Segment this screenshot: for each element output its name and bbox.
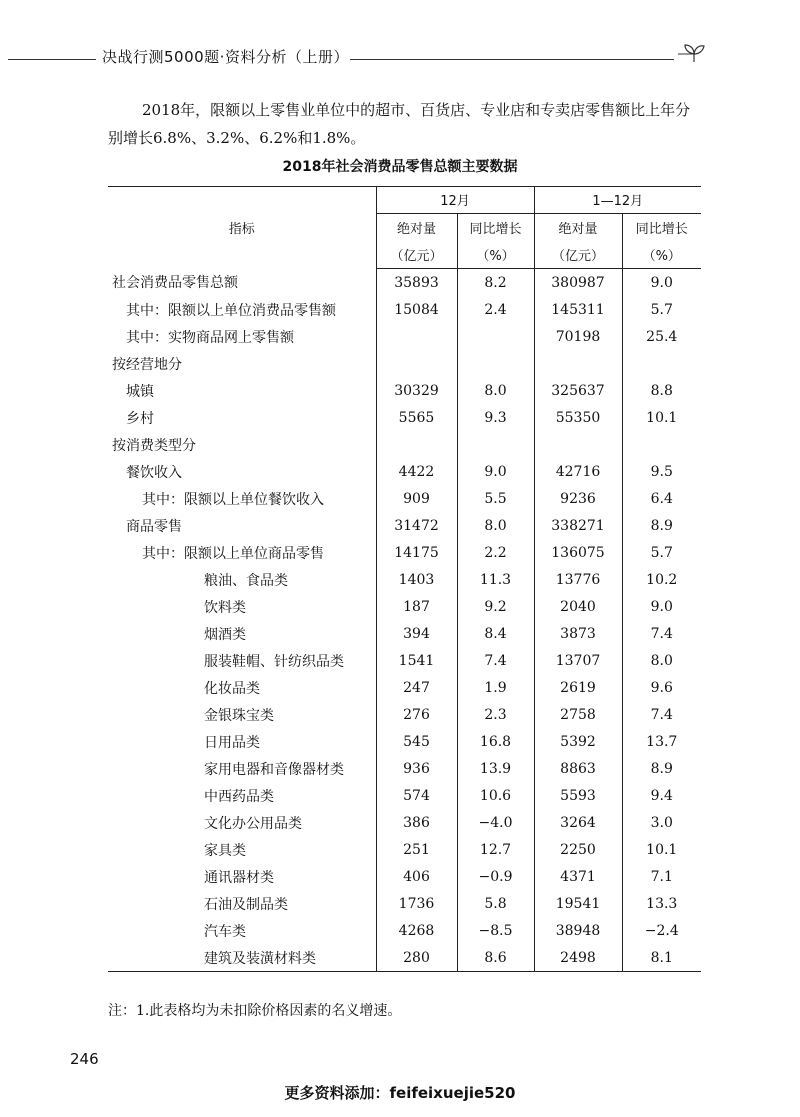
row-dec-abs: 4268: [376, 917, 457, 944]
row-dec-growth: 8.4: [457, 620, 534, 647]
row-yr-abs: 2250: [534, 836, 622, 863]
row-yr-abs: 19541: [534, 890, 622, 917]
row-dec-abs: 15084: [376, 296, 457, 323]
row-yr-growth: 8.0: [622, 647, 701, 674]
row-yr-abs: 2758: [534, 701, 622, 728]
row-indicator: 其中：限额以上单位餐饮收入: [142, 491, 324, 508]
row-yr-growth: 9.6: [622, 674, 701, 701]
table-row: [108, 809, 701, 836]
running-header: [0, 44, 800, 72]
row-dec-abs: 394: [376, 620, 457, 647]
row-yr-abs: 70198: [534, 323, 622, 350]
table-row: [108, 728, 701, 755]
row-indicator: 通讯器材类: [204, 869, 274, 886]
row-dec-abs: 545: [376, 728, 457, 755]
table-row: [108, 296, 701, 323]
row-indicator: 餐饮收入: [126, 464, 182, 481]
row-dec-abs: 386: [376, 809, 457, 836]
header-yr-abs-unit: （亿元）: [534, 241, 622, 269]
row-indicator: 日用品类: [204, 734, 260, 751]
row-dec-abs: 14175: [376, 539, 457, 566]
row-indicator: 按经营地分: [112, 356, 182, 373]
row-yr-abs: 38948: [534, 917, 622, 944]
row-yr-growth: 8.8: [622, 377, 701, 404]
header-period-year: 1—12月: [534, 186, 701, 214]
header-spacer: [108, 186, 376, 214]
table-row: [108, 566, 701, 593]
header-dec-growth-unit: （%）: [457, 241, 534, 269]
table-row: [108, 944, 701, 972]
row-dec-growth: 16.8: [457, 728, 534, 755]
retail-sales-table: [108, 186, 701, 972]
table-row: [108, 377, 701, 404]
row-dec-growth: −4.0: [457, 809, 534, 836]
row-dec-abs: 1541: [376, 647, 457, 674]
row-indicator: 石油及制品类: [204, 896, 288, 913]
row-dec-abs: 280: [376, 944, 457, 972]
table-body: [108, 269, 701, 972]
header-dec-abs: 绝对量: [376, 214, 457, 242]
header-indicator-label: 指标: [228, 221, 255, 237]
row-indicator: 乡村: [126, 410, 154, 427]
row-yr-growth: 8.9: [622, 755, 701, 782]
row-indicator: 其中：限额以上单位消费品零售额: [126, 302, 336, 319]
row-yr-growth: 13.7: [622, 728, 701, 755]
table-row: [108, 593, 701, 620]
row-dec-growth: [457, 323, 534, 350]
row-yr-abs: 2619: [534, 674, 622, 701]
header-indicator: [108, 214, 376, 269]
row-indicator: 城镇: [126, 383, 154, 400]
row-yr-abs: 5593: [534, 782, 622, 809]
header-yr-abs: 绝对量: [534, 214, 622, 242]
row-dec-abs: 31472: [376, 512, 457, 539]
row-dec-abs: 909: [376, 485, 457, 512]
row-dec-growth: −8.5: [457, 917, 534, 944]
row-yr-growth: 5.7: [622, 539, 701, 566]
row-dec-abs: 4422: [376, 458, 457, 485]
row-indicator: 社会消费品零售总额: [112, 275, 238, 292]
row-dec-abs: 30329: [376, 377, 457, 404]
row-indicator: 按消费类型分: [112, 437, 196, 454]
row-dec-growth: 1.9: [457, 674, 534, 701]
row-dec-abs: 276: [376, 701, 457, 728]
row-indicator: 烟酒类: [204, 626, 246, 643]
row-yr-growth: 9.0: [622, 269, 701, 297]
row-yr-growth: 6.4: [622, 485, 701, 512]
row-dec-growth: 2.3: [457, 701, 534, 728]
row-dec-abs: 5565: [376, 404, 457, 431]
row-yr-abs: 325637: [534, 377, 622, 404]
row-yr-growth: 7.4: [622, 701, 701, 728]
row-dec-abs: 1736: [376, 890, 457, 917]
row-dec-growth: 12.7: [457, 836, 534, 863]
row-indicator: 饮料类: [204, 599, 246, 616]
row-yr-abs: [534, 431, 622, 458]
table-row: [108, 755, 701, 782]
row-yr-growth: [622, 350, 701, 377]
table-row: [108, 674, 701, 701]
row-indicator: 中西药品类: [204, 788, 274, 805]
row-dec-growth: 5.8: [457, 890, 534, 917]
row-yr-growth: 7.1: [622, 863, 701, 890]
table-row: [108, 404, 701, 431]
table-row: [108, 323, 701, 350]
table-row: [108, 431, 701, 458]
row-dec-growth: 2.2: [457, 539, 534, 566]
row-dec-abs: 187: [376, 593, 457, 620]
row-yr-growth: 10.1: [622, 404, 701, 431]
row-yr-abs: 2498: [534, 944, 622, 972]
row-yr-growth: 7.4: [622, 620, 701, 647]
table-row: [108, 863, 701, 890]
header-period-dec: 12月: [376, 186, 534, 214]
row-dec-abs: 251: [376, 836, 457, 863]
row-yr-growth: 10.2: [622, 566, 701, 593]
row-yr-abs: 5392: [534, 728, 622, 755]
row-dec-abs: [376, 350, 457, 377]
row-dec-growth: 9.2: [457, 593, 534, 620]
row-indicator: 商品零售: [126, 518, 182, 535]
row-indicator: 金银珠宝类: [204, 707, 274, 724]
table-row: [108, 269, 701, 297]
row-yr-growth: 9.5: [622, 458, 701, 485]
row-dec-abs: 574: [376, 782, 457, 809]
header-dec-abs-unit: （亿元）: [376, 241, 457, 269]
row-dec-growth: 8.2: [457, 269, 534, 297]
row-dec-growth: 8.0: [457, 512, 534, 539]
row-dec-growth: 7.4: [457, 647, 534, 674]
row-yr-abs: 13707: [534, 647, 622, 674]
header-rule-right: [350, 59, 674, 60]
row-yr-growth: 25.4: [622, 323, 701, 350]
header-yr-growth: 同比增长: [622, 214, 701, 242]
sprout-icon: [676, 42, 706, 68]
table-row: [108, 647, 701, 674]
row-yr-abs: 13776: [534, 566, 622, 593]
row-yr-growth: 8.9: [622, 512, 701, 539]
row-dec-abs: 247: [376, 674, 457, 701]
row-yr-abs: 55350: [534, 404, 622, 431]
row-yr-abs: 136075: [534, 539, 622, 566]
table-row: [108, 485, 701, 512]
row-yr-abs: 42716: [534, 458, 622, 485]
table-row: [108, 620, 701, 647]
row-yr-growth: 13.3: [622, 890, 701, 917]
row-yr-growth: 5.7: [622, 296, 701, 323]
row-dec-growth: 9.3: [457, 404, 534, 431]
table-row: [108, 458, 701, 485]
row-indicator: 化妆品类: [204, 680, 260, 697]
header-yr-growth-unit: （%）: [622, 241, 701, 269]
row-yr-abs: 338271: [534, 512, 622, 539]
table-note: 注：1.此表格均为未扣除价格因素的名义增速。: [108, 1003, 402, 1019]
row-yr-growth: 9.0: [622, 593, 701, 620]
row-dec-abs: [376, 431, 457, 458]
row-dec-growth: 9.0: [457, 458, 534, 485]
table-row: [108, 539, 701, 566]
row-dec-growth: [457, 431, 534, 458]
row-dec-growth: 5.5: [457, 485, 534, 512]
row-yr-abs: 3264: [534, 809, 622, 836]
header-dec-growth: 同比增长: [457, 214, 534, 242]
row-dec-growth: −0.9: [457, 863, 534, 890]
row-dec-abs: 936: [376, 755, 457, 782]
row-yr-abs: 145311: [534, 296, 622, 323]
table-title: 2018年社会消费品零售总额主要数据: [282, 159, 518, 175]
row-indicator: 服装鞋帽、针纺织品类: [204, 653, 344, 670]
table-row: [108, 836, 701, 863]
row-yr-abs: [534, 350, 622, 377]
row-yr-growth: [622, 431, 701, 458]
row-indicator: 家用电器和音像器材类: [204, 761, 344, 778]
row-dec-growth: 11.3: [457, 566, 534, 593]
row-indicator: 文化办公用品类: [204, 815, 302, 832]
row-dec-growth: [457, 350, 534, 377]
row-indicator: 其中：实物商品网上零售额: [126, 329, 294, 346]
row-yr-abs: 3873: [534, 620, 622, 647]
page-number: 246: [70, 1050, 99, 1068]
row-indicator: 家具类: [204, 842, 246, 859]
row-dec-growth: 10.6: [457, 782, 534, 809]
row-dec-abs: 1403: [376, 566, 457, 593]
row-dec-abs: [376, 323, 457, 350]
row-dec-growth: 8.0: [457, 377, 534, 404]
header-rule-left: [8, 59, 96, 60]
row-indicator: 建筑及装潢材料类: [108, 944, 376, 972]
row-dec-abs: 406: [376, 863, 457, 890]
row-yr-abs: 9236: [534, 485, 622, 512]
row-dec-abs: 35893: [376, 269, 457, 297]
table-row: [108, 890, 701, 917]
row-dec-growth: 2.4: [457, 296, 534, 323]
table-row: [108, 512, 701, 539]
table-row: [108, 701, 701, 728]
table-row: [108, 782, 701, 809]
book-title: 决战行测5000题·资料分析（上册）: [102, 48, 349, 66]
row-indicator: 粮油、食品类: [204, 572, 288, 589]
footer-contact: 更多资料添加：feifeixuejie520: [284, 1084, 516, 1102]
row-yr-abs: 8863: [534, 755, 622, 782]
intro-paragraph: 2018年，限额以上零售业单位中的超市、百货店、专业店和专卖店零售额比上年分别增长6.8%、3.2%、6.2%和1.8%。: [108, 101, 691, 147]
row-yr-abs: 4371: [534, 863, 622, 890]
row-yr-abs: 380987: [534, 269, 622, 297]
row-yr-growth: 9.4: [622, 782, 701, 809]
row-indicator: 其中：限额以上单位商品零售: [142, 545, 324, 562]
row-yr-growth: 10.1: [622, 836, 701, 863]
row-indicator: 汽车类: [204, 923, 246, 940]
row-yr-growth: −2.4: [622, 917, 701, 944]
table-row: [108, 917, 701, 944]
row-yr-abs: 2040: [534, 593, 622, 620]
table-row: [108, 350, 701, 377]
row-yr-growth: 8.1: [622, 944, 701, 972]
row-dec-growth: 13.9: [457, 755, 534, 782]
row-yr-growth: 3.0: [622, 809, 701, 836]
row-dec-growth: 8.6: [457, 944, 534, 972]
